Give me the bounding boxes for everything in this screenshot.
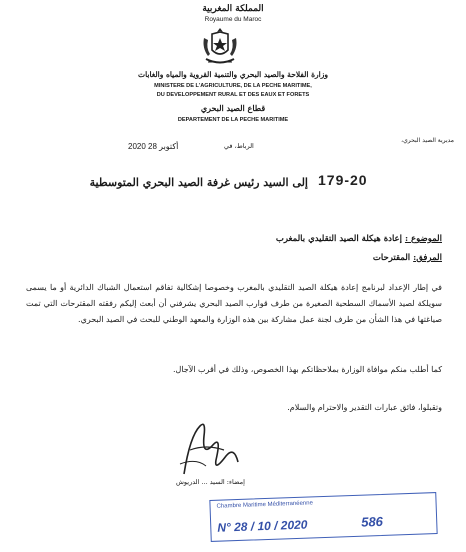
- attachment-text: المقترحات: [372, 253, 411, 263]
- ministry-arabic: وزارة الفلاحة والصيد البحري والتنمية القروية والمياه والغابات: [138, 70, 328, 79]
- reception-stamp: [209, 492, 437, 542]
- kingdom-arabic: المملكة المغربية: [202, 4, 264, 14]
- ministry-french: [0, 82, 466, 100]
- sector-arabic: قطاع الصيد البحري: [200, 103, 266, 113]
- subject-row: [276, 234, 442, 244]
- handwritten-signature-icon: [176, 416, 246, 480]
- place-label: الرباط، في: [224, 142, 254, 150]
- royal-coat-of-arms-icon: [200, 26, 240, 68]
- date-line: [128, 142, 268, 151]
- subject-label: الموضوع :: [404, 234, 442, 244]
- ministry-french-line-1: MINISTERE DE L'AGRICULTURE, DE LA PECHE MARITIME,: [154, 83, 312, 89]
- attachment-label: المرفق:: [413, 253, 442, 263]
- stamp-title: Chambre Maritime Méditerranéenne: [216, 500, 313, 510]
- body-paragraph-2: كما أطلب منكم موافاة الوزارة بملاحظاتكم بهذا الخصوص، وذلك في أقرب الآجال.: [172, 365, 442, 374]
- department-french: DEPARTEMENT DE LA PECHE MARITIME: [177, 117, 289, 123]
- body-paragraph-1: في إطار الإعداد لبرنامج إعادة هيكلة الصيد التقليدي بالمغرب وخصوصا إشكالية تفاقم استعمال الشباك الدائرية أو ما يسمى سويلكة لصيد الأسماك السطحية الصغيرة من طرف قوارب الصيد البحري يشرفني أن أبعث إليكم رفقته المقترحات التي تمت صياغتها في هذا الشأن من طرف لجنة عمل مشاركة بين هذه الوزارة والمعهد الوطني للبحث في الصيد البحري.: [26, 283, 442, 324]
- subject-text: إعادة هيكلة الصيد التقليدي بالمغرب: [275, 234, 402, 244]
- reference-number: 179-20: [318, 172, 368, 188]
- directorate-label: مديرية الصيد البحري،: [401, 137, 454, 144]
- ministry-french-line-2: DU DEVELOPPEMENT RURAL ET DES EAUX ET FORETS: [156, 92, 310, 98]
- recipient: إلى السيد رئيس غرفة الصيد البحري المتوسطية: [89, 176, 308, 189]
- stamp-date: N° 28 / 10 / 2020: [217, 517, 308, 535]
- signer-line: إمضاء: السيد ... الدريوش: [176, 478, 245, 486]
- attachment-row: [373, 253, 442, 263]
- kingdom-french: Royaume du Maroc: [204, 16, 262, 23]
- letter-date: 2020 أكتوبر 28: [128, 142, 179, 151]
- stamp-number: 586: [360, 513, 384, 530]
- closing-line: وتقبلوا، فائق عبارات التقدير والاحترام والسلام.: [287, 403, 442, 412]
